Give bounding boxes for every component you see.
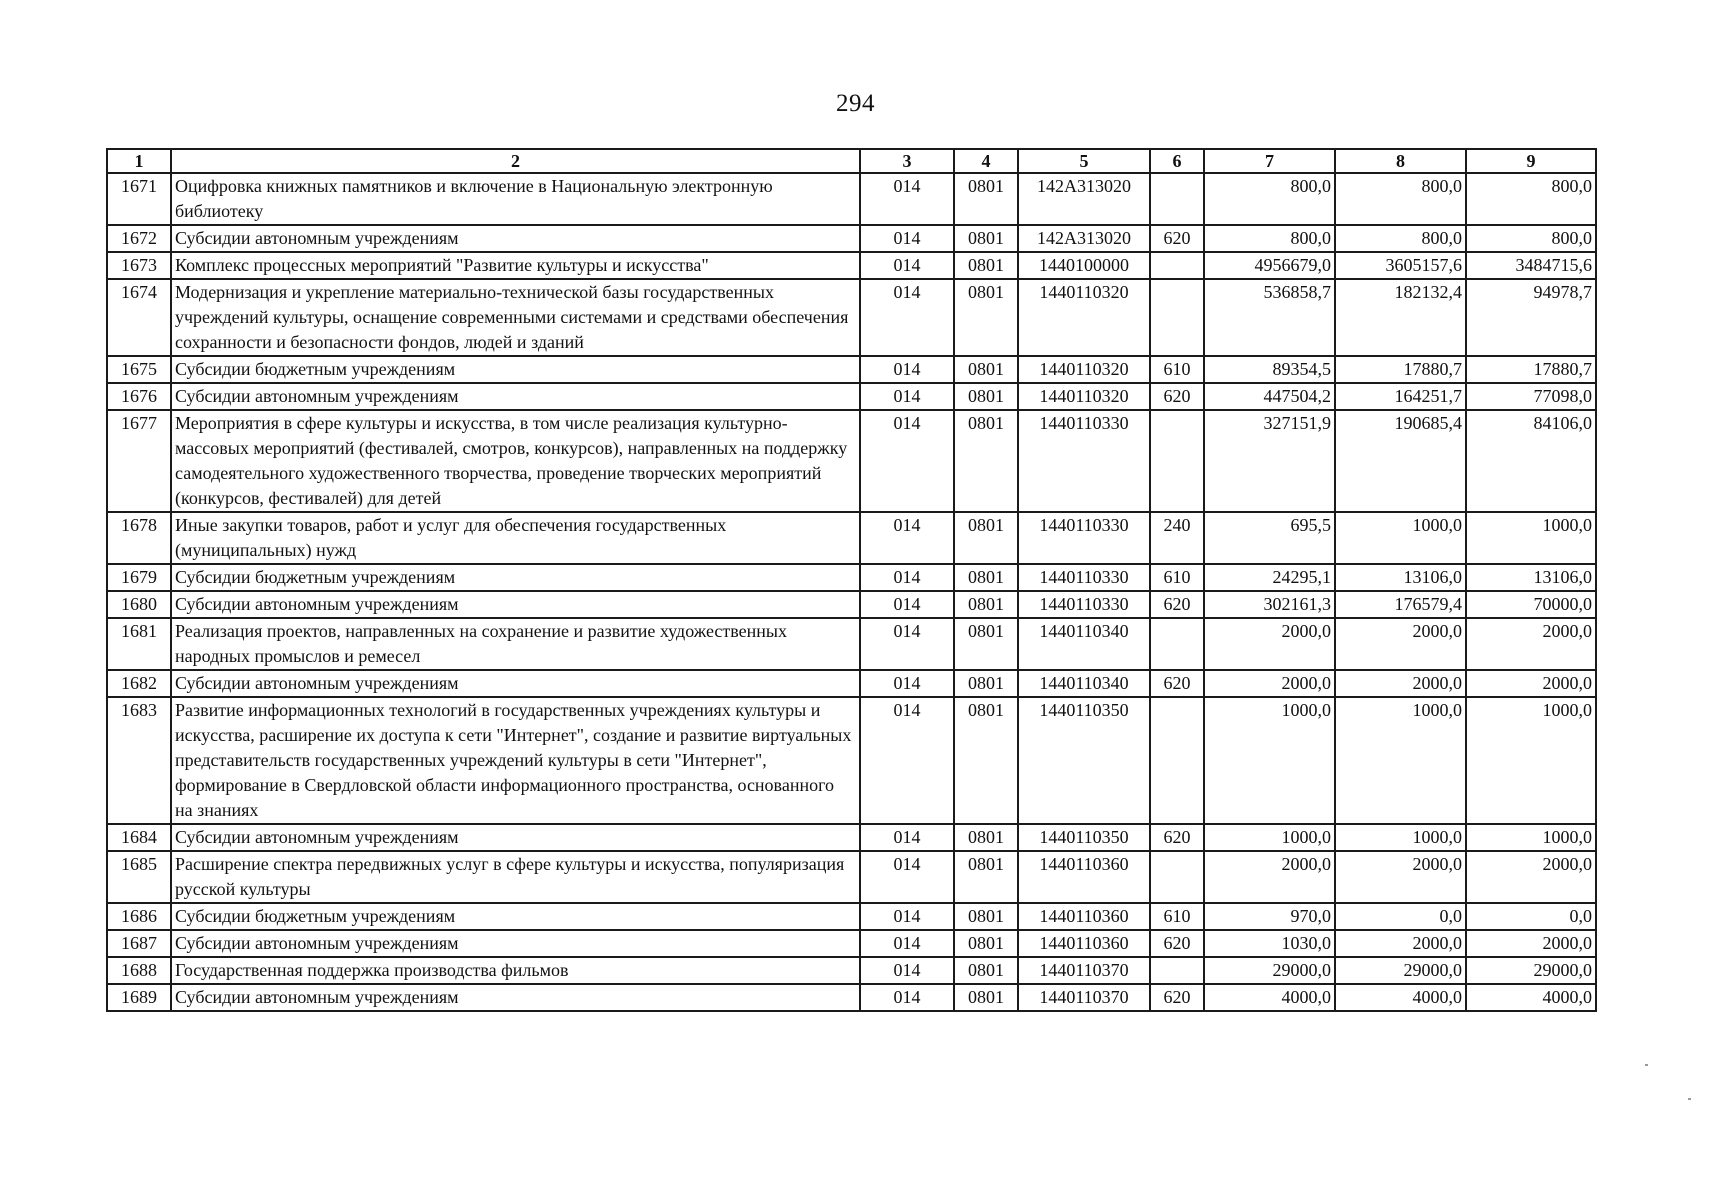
col-7-amount-cell: 4956679,0 xyxy=(1204,252,1335,279)
row-number-cell: 1688 xyxy=(107,957,171,984)
col-4-code-cell: 0801 xyxy=(954,564,1018,591)
col-3-code-cell: 014 xyxy=(860,618,954,670)
row-name-cell: Субсидии автономным учреждениям xyxy=(171,670,860,697)
row-number-cell: 1683 xyxy=(107,697,171,824)
table-row xyxy=(107,984,1596,1011)
col-5-code-cell: 1440110370 xyxy=(1018,984,1150,1011)
row-name-cell: Государственная поддержка производства фильмов xyxy=(171,957,860,984)
row-name-cell: Оцифровка книжных памятников и включение в Национальную электронную библиотеку xyxy=(171,173,860,225)
col-4-code-cell: 0801 xyxy=(954,383,1018,410)
col-6-code-cell: 620 xyxy=(1150,591,1204,618)
col-9-amount-cell: 13106,0 xyxy=(1466,564,1596,591)
row-number-cell: 1672 xyxy=(107,225,171,252)
col-8-amount-cell: 1000,0 xyxy=(1335,697,1466,824)
col-7-amount-cell: 970,0 xyxy=(1204,903,1335,930)
col-7-amount-cell: 24295,1 xyxy=(1204,564,1335,591)
col-6-code-cell: 620 xyxy=(1150,225,1204,252)
col-3-code-cell: 014 xyxy=(860,564,954,591)
col-8-amount-cell: 4000,0 xyxy=(1335,984,1466,1011)
col-9-amount-cell: 1000,0 xyxy=(1466,512,1596,564)
col-3-code-cell: 014 xyxy=(860,824,954,851)
row-number-cell: 1676 xyxy=(107,383,171,410)
table-row xyxy=(107,903,1596,930)
header-col-5: 5 xyxy=(1018,149,1150,173)
col-8-amount-cell: 2000,0 xyxy=(1335,930,1466,957)
table-row xyxy=(107,383,1596,410)
col-7-amount-cell: 2000,0 xyxy=(1204,618,1335,670)
col-8-amount-cell: 13106,0 xyxy=(1335,564,1466,591)
col-6-code-cell: 240 xyxy=(1150,512,1204,564)
col-4-code-cell: 0801 xyxy=(954,356,1018,383)
col-3-code-cell: 014 xyxy=(860,930,954,957)
col-8-amount-cell: 3605157,6 xyxy=(1335,252,1466,279)
col-3-code-cell: 014 xyxy=(860,410,954,512)
col-6-code-cell xyxy=(1150,957,1204,984)
page-number: 294 xyxy=(836,90,875,117)
col-4-code-cell: 0801 xyxy=(954,618,1018,670)
header-col-8: 8 xyxy=(1335,149,1466,173)
col-5-code-cell: 1440110360 xyxy=(1018,930,1150,957)
col-5-code-cell: 1440100000 xyxy=(1018,252,1150,279)
col-6-code-cell: 610 xyxy=(1150,356,1204,383)
header-row xyxy=(107,149,1596,173)
col-5-code-cell: 142А313020 xyxy=(1018,225,1150,252)
col-9-amount-cell: 2000,0 xyxy=(1466,618,1596,670)
row-name-cell: Субсидии бюджетным учреждениям xyxy=(171,903,860,930)
col-4-code-cell: 0801 xyxy=(954,252,1018,279)
header-col-6: 6 xyxy=(1150,149,1204,173)
row-name-cell: Субсидии автономным учреждениям xyxy=(171,824,860,851)
row-name-cell: Субсидии бюджетным учреждениям xyxy=(171,356,860,383)
col-9-amount-cell: 2000,0 xyxy=(1466,670,1596,697)
col-5-code-cell: 1440110350 xyxy=(1018,697,1150,824)
col-5-code-cell: 1440110330 xyxy=(1018,512,1150,564)
col-9-amount-cell: 70000,0 xyxy=(1466,591,1596,618)
row-name-cell: Мероприятия в сфере культуры и искусства, в том числе реализация культурно-массовых мероприятий (фестивалей, смотров, конкурсов), направленных на поддержку самодеятельного художественного творчества, проведение творческих мероприятий (конкурсов, фестивалей) для детей xyxy=(171,410,860,512)
row-number-cell: 1673 xyxy=(107,252,171,279)
col-8-amount-cell: 1000,0 xyxy=(1335,512,1466,564)
table-row xyxy=(107,618,1596,670)
col-6-code-cell: 620 xyxy=(1150,383,1204,410)
col-9-amount-cell: 77098,0 xyxy=(1466,383,1596,410)
row-number-cell: 1685 xyxy=(107,851,171,903)
table-row xyxy=(107,356,1596,383)
header-col-9: 9 xyxy=(1466,149,1596,173)
col-7-amount-cell: 800,0 xyxy=(1204,173,1335,225)
row-number-cell: 1689 xyxy=(107,984,171,1011)
col-9-amount-cell: 3484715,6 xyxy=(1466,252,1596,279)
col-6-code-cell xyxy=(1150,173,1204,225)
col-8-amount-cell: 2000,0 xyxy=(1335,851,1466,903)
table-row xyxy=(107,697,1596,824)
col-9-amount-cell: 4000,0 xyxy=(1466,984,1596,1011)
row-number-cell: 1671 xyxy=(107,173,171,225)
col-4-code-cell: 0801 xyxy=(954,173,1018,225)
col-6-code-cell: 620 xyxy=(1150,824,1204,851)
row-name-cell: Модернизация и укрепление материально-технической базы государственных учреждений культуры, оснащение современными системами и средствами обеспечения сохранности и безопасности фондов, людей и зданий xyxy=(171,279,860,356)
col-7-amount-cell: 1000,0 xyxy=(1204,824,1335,851)
col-7-amount-cell: 327151,9 xyxy=(1204,410,1335,512)
col-8-amount-cell: 164251,7 xyxy=(1335,383,1466,410)
col-3-code-cell: 014 xyxy=(860,851,954,903)
table-row xyxy=(107,173,1596,225)
col-6-code-cell: 610 xyxy=(1150,903,1204,930)
col-6-code-cell xyxy=(1150,252,1204,279)
col-4-code-cell: 0801 xyxy=(954,225,1018,252)
row-name-cell: Субсидии автономным учреждениям xyxy=(171,930,860,957)
row-number-cell: 1682 xyxy=(107,670,171,697)
col-9-amount-cell: 2000,0 xyxy=(1466,930,1596,957)
col-6-code-cell: 620 xyxy=(1150,930,1204,957)
row-number-cell: 1674 xyxy=(107,279,171,356)
col-4-code-cell: 0801 xyxy=(954,279,1018,356)
col-4-code-cell: 0801 xyxy=(954,591,1018,618)
col-4-code-cell: 0801 xyxy=(954,984,1018,1011)
col-5-code-cell: 1440110320 xyxy=(1018,383,1150,410)
col-6-code-cell: 610 xyxy=(1150,564,1204,591)
row-name-cell: Комплекс процессных мероприятий "Развитие культуры и искусства" xyxy=(171,252,860,279)
header-col-4: 4 xyxy=(954,149,1018,173)
table-row xyxy=(107,851,1596,903)
col-3-code-cell: 014 xyxy=(860,670,954,697)
col-3-code-cell: 014 xyxy=(860,512,954,564)
col-8-amount-cell: 182132,4 xyxy=(1335,279,1466,356)
col-9-amount-cell: 84106,0 xyxy=(1466,410,1596,512)
col-5-code-cell: 1440110330 xyxy=(1018,591,1150,618)
col-8-amount-cell: 800,0 xyxy=(1335,173,1466,225)
col-8-amount-cell: 190685,4 xyxy=(1335,410,1466,512)
scan-speck xyxy=(1688,1098,1691,1100)
col-9-amount-cell: 1000,0 xyxy=(1466,697,1596,824)
table-row xyxy=(107,957,1596,984)
budget-table xyxy=(106,148,1597,1012)
col-9-amount-cell: 2000,0 xyxy=(1466,851,1596,903)
col-6-code-cell xyxy=(1150,279,1204,356)
table-row xyxy=(107,930,1596,957)
col-8-amount-cell: 0,0 xyxy=(1335,903,1466,930)
col-6-code-cell xyxy=(1150,697,1204,824)
scan-speck xyxy=(1645,1064,1648,1066)
col-5-code-cell: 1440110320 xyxy=(1018,356,1150,383)
col-7-amount-cell: 447504,2 xyxy=(1204,383,1335,410)
col-9-amount-cell: 800,0 xyxy=(1466,225,1596,252)
row-name-cell: Субсидии бюджетным учреждениям xyxy=(171,564,860,591)
col-8-amount-cell: 29000,0 xyxy=(1335,957,1466,984)
row-number-cell: 1686 xyxy=(107,903,171,930)
table-row xyxy=(107,591,1596,618)
col-8-amount-cell: 800,0 xyxy=(1335,225,1466,252)
col-3-code-cell: 014 xyxy=(860,279,954,356)
row-name-cell: Иные закупки товаров, работ и услуг для обеспечения государственных (муниципальных) нужд xyxy=(171,512,860,564)
col-5-code-cell: 1440110360 xyxy=(1018,903,1150,930)
col-9-amount-cell: 29000,0 xyxy=(1466,957,1596,984)
row-name-cell: Реализация проектов, направленных на сохранение и развитие художественных народных промыслов и ремесел xyxy=(171,618,860,670)
col-7-amount-cell: 2000,0 xyxy=(1204,670,1335,697)
row-name-cell: Субсидии автономным учреждениям xyxy=(171,591,860,618)
row-number-cell: 1681 xyxy=(107,618,171,670)
col-4-code-cell: 0801 xyxy=(954,670,1018,697)
col-8-amount-cell: 2000,0 xyxy=(1335,670,1466,697)
col-4-code-cell: 0801 xyxy=(954,957,1018,984)
col-7-amount-cell: 302161,3 xyxy=(1204,591,1335,618)
row-number-cell: 1680 xyxy=(107,591,171,618)
row-name-cell: Развитие информационных технологий в государственных учреждениях культуры и искусства, расширение их доступа к сети "Интернет", создание и развитие виртуальных представительств государственных учреждений культуры в сети "Интернет", формирование в Свердловской области информационного пространства, основанного на знаниях xyxy=(171,697,860,824)
col-5-code-cell: 1440110340 xyxy=(1018,670,1150,697)
col-4-code-cell: 0801 xyxy=(954,512,1018,564)
col-8-amount-cell: 176579,4 xyxy=(1335,591,1466,618)
col-9-amount-cell: 800,0 xyxy=(1466,173,1596,225)
table-row xyxy=(107,512,1596,564)
table-row xyxy=(107,279,1596,356)
col-9-amount-cell: 1000,0 xyxy=(1466,824,1596,851)
col-7-amount-cell: 2000,0 xyxy=(1204,851,1335,903)
col-7-amount-cell: 89354,5 xyxy=(1204,356,1335,383)
col-3-code-cell: 014 xyxy=(860,697,954,824)
table-row xyxy=(107,225,1596,252)
col-4-code-cell: 0801 xyxy=(954,903,1018,930)
col-4-code-cell: 0801 xyxy=(954,824,1018,851)
col-5-code-cell: 1440110330 xyxy=(1018,564,1150,591)
col-4-code-cell: 0801 xyxy=(954,697,1018,824)
table-row xyxy=(107,410,1596,512)
col-3-code-cell: 014 xyxy=(860,252,954,279)
col-5-code-cell: 142А313020 xyxy=(1018,173,1150,225)
header-col-7: 7 xyxy=(1204,149,1335,173)
col-3-code-cell: 014 xyxy=(860,957,954,984)
table-row xyxy=(107,670,1596,697)
row-number-cell: 1684 xyxy=(107,824,171,851)
table-row xyxy=(107,564,1596,591)
col-9-amount-cell: 17880,7 xyxy=(1466,356,1596,383)
col-3-code-cell: 014 xyxy=(860,591,954,618)
row-number-cell: 1679 xyxy=(107,564,171,591)
col-8-amount-cell: 1000,0 xyxy=(1335,824,1466,851)
header-col-3: 3 xyxy=(860,149,954,173)
col-6-code-cell: 620 xyxy=(1150,670,1204,697)
col-7-amount-cell: 1030,0 xyxy=(1204,930,1335,957)
header-col-1: 1 xyxy=(107,149,171,173)
col-7-amount-cell: 4000,0 xyxy=(1204,984,1335,1011)
col-7-amount-cell: 800,0 xyxy=(1204,225,1335,252)
row-name-cell: Расширение спектра передвижных услуг в сфере культуры и искусства, популяризация русской культуры xyxy=(171,851,860,903)
col-5-code-cell: 1440110320 xyxy=(1018,279,1150,356)
col-4-code-cell: 0801 xyxy=(954,851,1018,903)
row-number-cell: 1687 xyxy=(107,930,171,957)
col-6-code-cell xyxy=(1150,410,1204,512)
col-9-amount-cell: 0,0 xyxy=(1466,903,1596,930)
table-body xyxy=(107,173,1596,1011)
col-5-code-cell: 1440110340 xyxy=(1018,618,1150,670)
table-row xyxy=(107,824,1596,851)
col-8-amount-cell: 2000,0 xyxy=(1335,618,1466,670)
header-col-2: 2 xyxy=(171,149,860,173)
col-5-code-cell: 1440110370 xyxy=(1018,957,1150,984)
col-6-code-cell xyxy=(1150,618,1204,670)
row-name-cell: Субсидии автономным учреждениям xyxy=(171,225,860,252)
col-7-amount-cell: 29000,0 xyxy=(1204,957,1335,984)
col-3-code-cell: 014 xyxy=(860,225,954,252)
col-7-amount-cell: 695,5 xyxy=(1204,512,1335,564)
col-3-code-cell: 014 xyxy=(860,383,954,410)
row-number-cell: 1677 xyxy=(107,410,171,512)
col-5-code-cell: 1440110360 xyxy=(1018,851,1150,903)
col-6-code-cell xyxy=(1150,851,1204,903)
col-7-amount-cell: 536858,7 xyxy=(1204,279,1335,356)
col-3-code-cell: 014 xyxy=(860,173,954,225)
col-4-code-cell: 0801 xyxy=(954,410,1018,512)
row-number-cell: 1675 xyxy=(107,356,171,383)
row-name-cell: Субсидии автономным учреждениям xyxy=(171,383,860,410)
col-4-code-cell: 0801 xyxy=(954,930,1018,957)
table-row xyxy=(107,252,1596,279)
col-9-amount-cell: 94978,7 xyxy=(1466,279,1596,356)
col-8-amount-cell: 17880,7 xyxy=(1335,356,1466,383)
col-5-code-cell: 1440110350 xyxy=(1018,824,1150,851)
col-3-code-cell: 014 xyxy=(860,984,954,1011)
col-6-code-cell: 620 xyxy=(1150,984,1204,1011)
row-number-cell: 1678 xyxy=(107,512,171,564)
col-3-code-cell: 014 xyxy=(860,903,954,930)
col-5-code-cell: 1440110330 xyxy=(1018,410,1150,512)
col-3-code-cell: 014 xyxy=(860,356,954,383)
row-name-cell: Субсидии автономным учреждениям xyxy=(171,984,860,1011)
col-7-amount-cell: 1000,0 xyxy=(1204,697,1335,824)
